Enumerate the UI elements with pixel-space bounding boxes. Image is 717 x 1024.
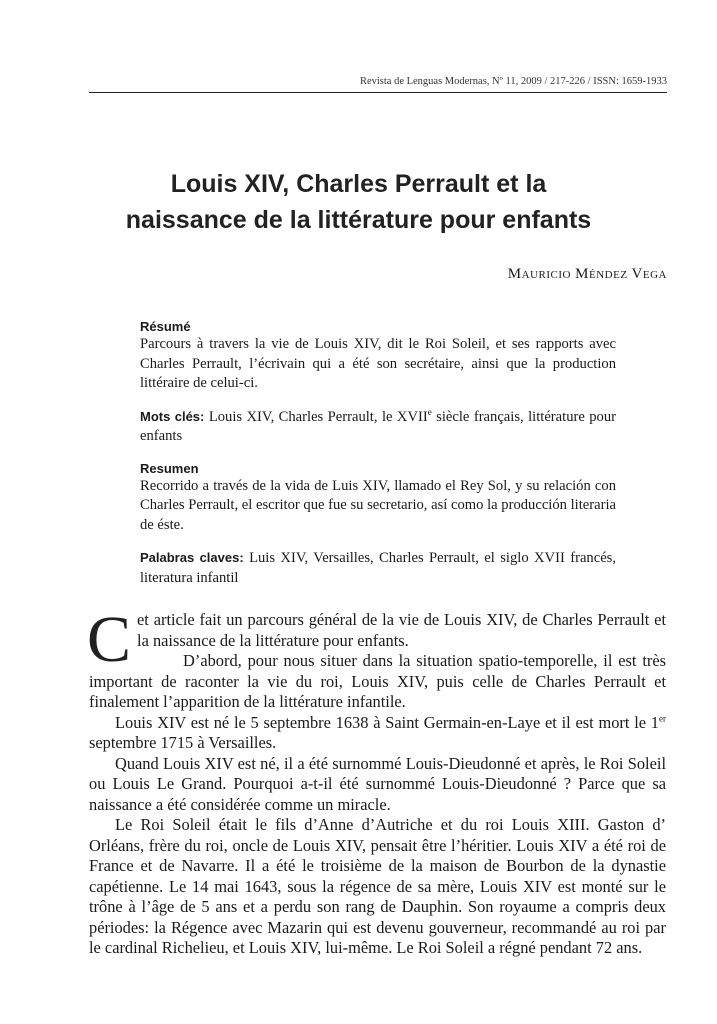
mots-cles-superscript: e bbox=[427, 406, 432, 417]
author-name: Mauricio Méndez Vega bbox=[507, 266, 667, 282]
paragraph-3-text-a: Louis XIV est né le 5 septembre 1638 à Saint Germain-en-Laye et il est mort le 1 bbox=[115, 712, 659, 732]
paragraph-1-text: et article fait un parcours général de la vie de Louis XIV, de Charles Perrault et la naissance de la littérature pour enfants. bbox=[137, 610, 666, 650]
drop-cap: C bbox=[87, 603, 132, 676]
article-title bbox=[0, 166, 717, 238]
mots-cles-heading: Mots clés: bbox=[140, 408, 205, 424]
abstract-section bbox=[140, 318, 616, 601]
title-line-2: naissance de la littérature pour enfants bbox=[125, 206, 592, 234]
paragraph-2: D’abord, pour nous situer dans la situation spatio-temporelle, il est très important de raconter la vie du roi, Louis XIV, puis celle de Charles Perrault et finalement l’apparition de la littérature infantile. bbox=[89, 651, 666, 711]
paragraph-5: Le Roi Soleil était le fils d’Anne d’Autriche et du roi Louis XIII. Gaston d’ Orléans, frère du roi, oncle de Louis XIV, pensait être l’héritier. Louis XIV a été roi de France et de Navarre. Il a été le troisième de la maison de Bourbon de la dynastie capétienne. Le 14 mai 1643, sous la régence de sa mère, Louis XIV est monté sur le trône à l’âge de 5 ans et a perdu son rang de Dauphin. Son royaume a compris deux périodes: la Régence avec Mazarin qui est devenu gouverneur, recommandé au roi par le cardinal Richelieu, et Louis XIV, lui-même. Le Roi Soleil a régné pendant 72 ans. bbox=[89, 815, 666, 957]
mots-cles-text-b: siècle français, littérature pour enfants bbox=[140, 408, 617, 444]
title-line-1: Louis XIV, Charles Perrault et la bbox=[170, 170, 547, 198]
resume-text: Parcours à travers la vie de Louis XIV, dit le Roi Soleil, et ses rapports avec Charles Perrault, l’écrivain qui a été son secrétaire, ainsi que la production littéraire de celui-ci. bbox=[140, 336, 616, 391]
header-rule bbox=[89, 92, 667, 93]
palabras-claves-block bbox=[140, 548, 616, 588]
paragraph-1 bbox=[87, 603, 666, 676]
resumen-text: Recorrido a través de la vida de Luis XIV, llamado el Rey Sol, y su relación con Charles Perrault, el escritor que fue su secretario, así como la producción literaria de éste. bbox=[140, 477, 616, 533]
journal-header: Revista de Lenguas Modernas, Nº 11, 2009 / 217-226 / ISSN: 1659-1933 bbox=[359, 76, 667, 87]
article-body bbox=[87, 603, 666, 959]
palabras-claves-heading: Palabras claves: bbox=[140, 550, 244, 565]
paragraph-3-text-b: septembre 1715 à Versailles. bbox=[89, 733, 277, 752]
mots-cles-text-a: Louis XIV, Charles Perrault, le XVII bbox=[208, 408, 428, 425]
palabras-claves-text: Luis XIV, Versailles, Charles Perrault, el siglo XVII francés, literatura infantil bbox=[140, 550, 616, 586]
resumen-heading: Resumen bbox=[140, 460, 199, 476]
resume-block bbox=[140, 318, 616, 394]
paragraph-3 bbox=[89, 713, 666, 754]
paragraph-4: Quand Louis XIV est né, il a été surnommé Louis-Dieudonné et après, le Roi Soleil ou Louis Le Grand. Pourquoi a-t-il été surnommé Louis-Dieudonné ? Parce que sa naissance a été considérée comme un miracle. bbox=[89, 753, 666, 814]
resume-heading: Résumé bbox=[140, 319, 191, 334]
mots-cles-block bbox=[140, 407, 616, 447]
resumen-block bbox=[140, 460, 616, 536]
paragraph-3-superscript: er bbox=[659, 713, 666, 724]
